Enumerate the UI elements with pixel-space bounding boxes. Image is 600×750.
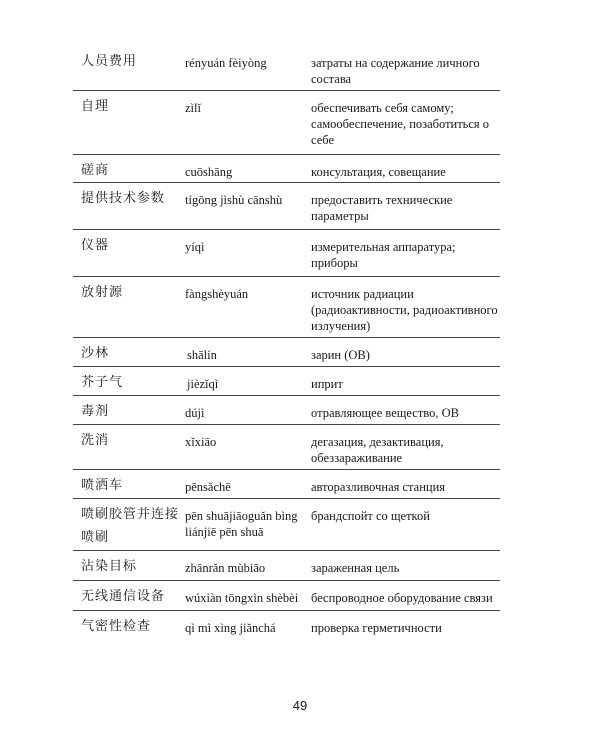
chinese-term: 仪器 [81,238,110,253]
russian-translation: затраты на содержание личного состава [311,56,480,86]
table-row [73,367,500,396]
chinese-term: 沾染目标 [81,559,138,574]
pinyin: rényuán fèiyòng [185,56,267,70]
pinyin: fàngshèyuán [185,287,249,301]
table-row [73,425,500,470]
table-row [73,155,500,183]
pinyin: cuōshāng [185,165,233,179]
pinyin: tígōng jìshù cānshù [185,193,283,207]
pinyin: dújì [185,406,205,420]
russian-translation: дегазация, дезактивация, обеззараживание [311,435,444,465]
russian-translation: обеспечивать себя самому; самообеспечение, позаботиться о себе [311,101,490,147]
pinyin: jièzǐqì [187,377,219,391]
table-row [73,551,500,581]
russian-translation: беспроводное оборудование связи [311,591,493,605]
pinyin: pēn shuājiāoguǎn bìng liánjiē pēn shuā [185,509,298,539]
pinyin: pēnsǎchē [185,480,231,494]
chinese-term: 喷刷胶管并连接喷刷 [81,507,180,545]
russian-translation: зараженная цель [311,561,400,575]
table-row [73,611,500,641]
table-row [73,277,500,338]
table-row [73,183,500,230]
russian-translation: иприт [311,377,343,391]
table-row [73,91,500,155]
table-row [73,338,500,367]
pinyin: shālín [187,348,217,362]
table-row [73,46,500,91]
pinyin: wúxiàn tōngxìn shèbèi [185,591,299,605]
chinese-term: 芥子气 [81,375,124,390]
chinese-term: 人员费用 [81,54,138,69]
pinyin: qì mì xìng jiǎnchá [185,621,276,635]
russian-translation: брандспойт со щеткой [311,509,430,523]
chinese-term: 喷洒车 [81,478,124,493]
chinese-term: 洗消 [81,433,110,448]
chinese-term: 磋商 [81,163,110,178]
page-number: 49 [292,698,308,713]
russian-translation: авторазливочная станция [311,480,446,494]
table-row [73,470,500,499]
russian-translation: зарин (ОВ) [311,348,370,362]
pinyin: yíqì [185,240,205,254]
glossary-table [73,46,500,641]
chinese-term: 提供技术参数 [81,191,166,206]
pinyin: zhānrǎn mùbiāo [185,561,266,575]
pinyin: xǐxiāo [185,435,217,449]
chinese-term: 沙林 [81,346,110,361]
russian-translation: предоставить технические параметры [311,193,453,223]
chinese-term: 气密性检查 [81,619,152,634]
chinese-term: 放射源 [81,285,124,300]
russian-translation: источник радиации (радиоактивности, радиоактивного излучения) [311,287,498,333]
russian-translation: отравляющее вещество, ОВ [311,406,459,420]
chinese-term: 自理 [81,99,110,114]
russian-translation: проверка герметичности [311,621,442,635]
table-row [73,396,500,425]
table-row [73,581,500,611]
pinyin: zìlǐ [185,101,201,115]
russian-translation: консультация, совещание [311,165,446,179]
table-row [73,230,500,277]
russian-translation: измерительная аппаратура; приборы [311,240,456,270]
chinese-term: 毒剂 [81,404,110,419]
table-row [73,499,500,551]
chinese-term: 无线通信设备 [81,589,166,604]
